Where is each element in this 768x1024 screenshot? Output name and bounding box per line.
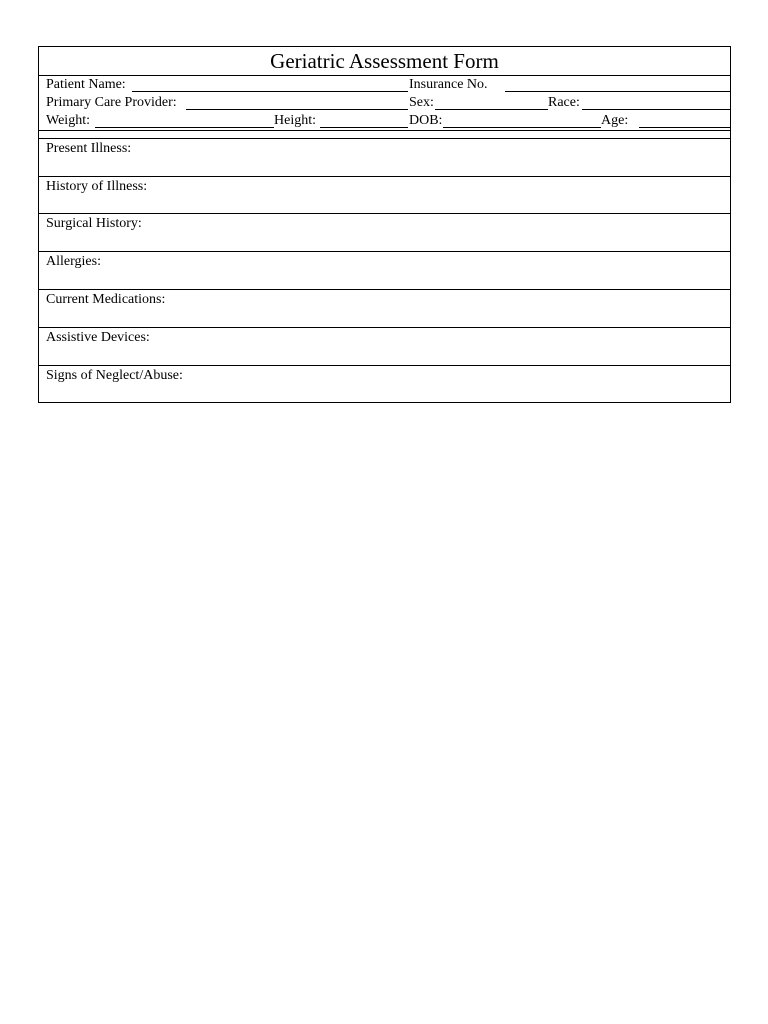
- section-signs-of-neglect-abuse[interactable]: [39, 366, 730, 402]
- sex-field[interactable]: [435, 109, 548, 110]
- dob-label: DOB:: [409, 113, 443, 128]
- section-label: Current Medications:: [46, 292, 166, 307]
- section-label: Allergies:: [46, 254, 101, 269]
- insurance-no-field[interactable]: [505, 91, 730, 92]
- section-present-illness[interactable]: [39, 139, 730, 177]
- weight-field[interactable]: [95, 127, 274, 128]
- geriatric-assessment-form: [38, 46, 731, 403]
- sex-label: Sex:: [409, 95, 434, 110]
- section-surgical-history[interactable]: [39, 214, 730, 252]
- section-label: History of Illness:: [46, 179, 148, 194]
- height-field[interactable]: [320, 127, 408, 128]
- section-current-medications[interactable]: [39, 290, 730, 328]
- info-divider: [39, 130, 730, 131]
- patient-info-block: [39, 76, 730, 139]
- insurance-no-label: Insurance No.: [409, 77, 488, 92]
- dob-field[interactable]: [443, 127, 601, 128]
- section-assistive-devices[interactable]: [39, 328, 730, 366]
- weight-label: Weight:: [46, 113, 90, 128]
- age-field[interactable]: [639, 127, 730, 128]
- section-label: Assistive Devices:: [46, 330, 150, 345]
- height-label: Height:: [274, 113, 316, 128]
- race-field[interactable]: [582, 109, 730, 110]
- primary-care-provider-label: Primary Care Provider:: [46, 95, 177, 110]
- patient-name-field[interactable]: [132, 91, 408, 92]
- section-label: Surgical History:: [46, 216, 142, 231]
- section-history-of-illness[interactable]: [39, 177, 730, 214]
- section-label: Present Illness:: [46, 141, 132, 156]
- form-title: Geriatric Assessment Form: [39, 47, 730, 76]
- section-label: Signs of Neglect/Abuse:: [46, 368, 183, 383]
- race-label: Race:: [548, 95, 580, 110]
- age-label: Age:: [601, 113, 629, 128]
- patient-name-label: Patient Name:: [46, 77, 126, 92]
- primary-care-provider-field[interactable]: [186, 109, 408, 110]
- section-allergies[interactable]: [39, 252, 730, 290]
